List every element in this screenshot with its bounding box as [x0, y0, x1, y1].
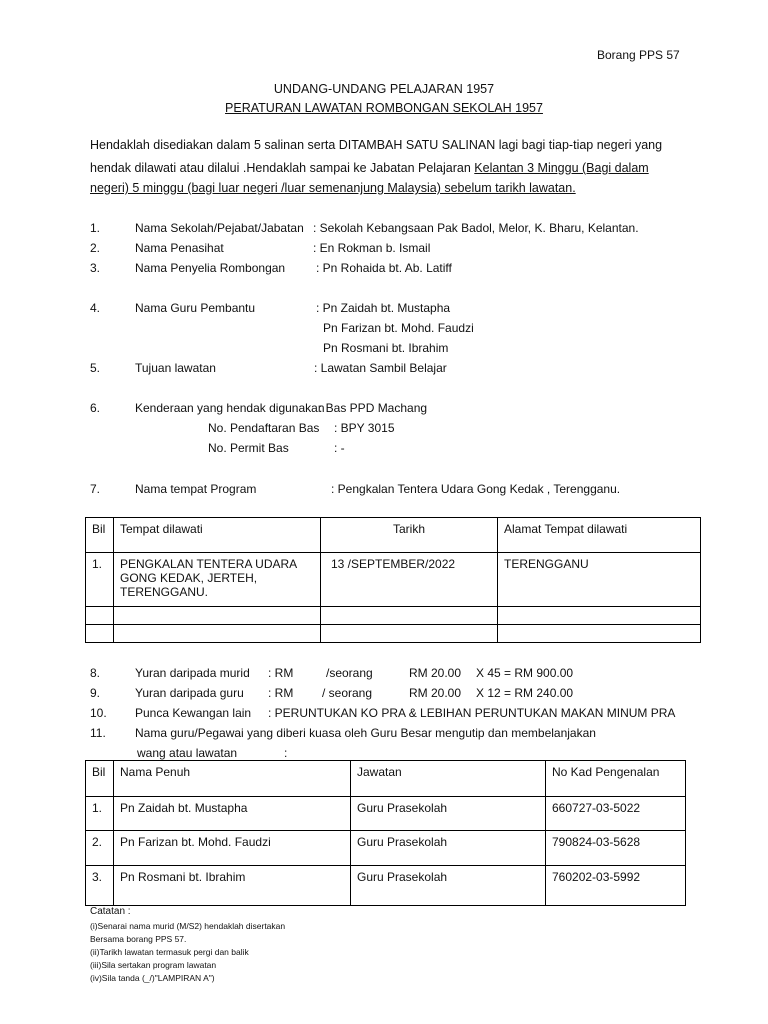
note-line-5: (iv)Sila tanda (_/)"LAMPIRAN A") — [90, 973, 215, 983]
cell-ic: 760202-03-5992 — [546, 866, 686, 906]
item-11-colon: : — [284, 746, 288, 760]
header-nama: Nama Penuh — [114, 761, 351, 797]
note-line-2: Bersama borang PPS 57. — [90, 934, 187, 944]
item-5-label: Tujuan lawatan — [135, 361, 216, 375]
item-5-number: 5. — [90, 361, 101, 375]
item-2-value: : En Rokman b. Ismail — [313, 241, 431, 255]
item-3-number: 3. — [90, 261, 101, 275]
item-9-currency: : RM — [268, 686, 294, 700]
item-8-total: X 45 = RM 900.00 — [476, 666, 574, 680]
item-5-value: : Lawatan Sambil Belajar — [314, 361, 447, 375]
item-9-label: Yuran daripada guru — [135, 686, 244, 700]
header-jawatan: Jawatan — [351, 761, 546, 797]
cell-bil: 2. — [86, 831, 114, 866]
cell-tempat-line-1: PENGKALAN TENTERA UDARA — [120, 557, 298, 571]
item-11-label-1: Nama guru/Pegawai yang diberi kuasa oleh Guru Besar mengutip dan membelanjakan — [135, 726, 596, 740]
item-11-number: 11. — [90, 726, 106, 740]
item-4-label: Nama Guru Pembantu — [135, 301, 256, 315]
item-3-value: : Pn Rohaida bt. Ab. Latiff — [316, 261, 452, 275]
item-8-currency: : RM — [268, 666, 294, 680]
table-header-row — [86, 761, 686, 797]
intro-line-2-text: hendak dilawati atau dilalui .Hendaklah sampai ke Jabatan Pelajaran — [90, 161, 475, 175]
notes-title: Catatan : — [90, 906, 131, 917]
item-11-label-2: wang atau lawatan — [137, 746, 238, 760]
cell-ic: 790824-03-5628 — [546, 831, 686, 866]
header-tempat: Tempat dilawati — [114, 518, 321, 553]
cell-tempat-line-3: TERENGGANU. — [120, 585, 209, 599]
item-1-number: 1. — [90, 221, 101, 235]
item-8-per-person: /seorang — [326, 666, 373, 680]
cell-bil: 1. — [86, 553, 114, 607]
item-8-rate: RM 20.00 — [409, 666, 462, 680]
cell-tarikh: 13 /SEPTEMBER/2022 — [321, 553, 498, 607]
note-line-3: (ii)Tarikh lawatan termasuk pergi dan balik — [90, 947, 249, 957]
item-2-number: 2. — [90, 241, 101, 255]
cell-nama: Pn Rosmani bt. Ibrahim — [114, 866, 351, 906]
item-4-value-1: : Pn Zaidah bt. Mustapha — [316, 301, 451, 315]
item-8-number: 8. — [90, 666, 101, 680]
cell-jawatan: Guru Prasekolah — [351, 797, 546, 831]
title-regulation: PERATURAN LAWATAN ROMBONGAN SEKOLAH 1957 — [225, 101, 543, 115]
cell-tempat-line-2: GONG KEDAK, JERTEH, — [120, 571, 258, 585]
title-law: UNDANG-UNDANG PELAJARAN 1957 — [273, 82, 495, 96]
form-code: Borang PPS 57 — [597, 48, 680, 62]
cell-jawatan: Guru Prasekolah — [351, 866, 546, 906]
item-9-total: X 12 = RM 240.00 — [476, 686, 574, 700]
destination-table — [85, 517, 701, 643]
item-6-value: : Bas PPD Machang — [319, 401, 428, 415]
intro-line-1: Hendaklah disediakan dalam 5 salinan serta DITAMBAH SATU SALINAN lagi bagi tiap-tiap negeri yang — [90, 138, 663, 152]
cell-tempat — [114, 553, 321, 607]
item-10-value: : PERUNTUKAN KO PRA & LEBIHAN PERUNTUKAN MAKAN MINUM PRA — [268, 706, 676, 720]
item-9-per-person: / seorang — [322, 686, 373, 700]
item-1-value: : Sekolah Kebangsaan Pak Badol, Melor, K. Bharu, Kelantan. — [313, 221, 639, 235]
staff-table — [85, 760, 686, 906]
cell-ic: 660727-03-5022 — [546, 797, 686, 831]
table-row — [86, 831, 686, 866]
item-6-label: Kenderaan yang hendak digunakan — [135, 401, 325, 415]
item-8-label: Yuran daripada murid — [135, 666, 250, 680]
item-4-value-3: Pn Rosmani bt. Ibrahim — [323, 341, 449, 355]
table-row — [86, 866, 686, 906]
table-row — [86, 797, 686, 831]
intro-line-3: negeri) 5 minggu (bagi luar negeri /luar semenanjung Malaysia) sebelum tarikh lawatan. — [90, 181, 576, 195]
item-7-number: 7. — [90, 482, 101, 496]
cell-jawatan: Guru Prasekolah — [351, 831, 546, 866]
table-row-empty — [86, 607, 701, 625]
header-alamat: Alamat Tempat dilawati — [498, 518, 701, 553]
header-ic: No Kad Pengenalan — [546, 761, 686, 797]
header-bil: Bil — [86, 761, 114, 797]
item-4-number: 4. — [90, 301, 101, 315]
cell-bil: 3. — [86, 866, 114, 906]
item-1-label: Nama Sekolah/Pejabat/Jabatan — [135, 221, 304, 235]
item-6-permit-value: : - — [334, 441, 345, 455]
note-line-4: (iii)Sila sertakan program lawatan — [90, 960, 217, 970]
item-9-rate: RM 20.00 — [409, 686, 462, 700]
header-tarikh: Tarikh — [321, 518, 498, 553]
item-9-number: 9. — [90, 686, 101, 700]
intro-line-2-underlined: Kelantan 3 Minggu (Bagi dalam — [474, 161, 649, 175]
item-6-permit-label: No. Permit Bas — [208, 441, 289, 455]
cell-nama: Pn Zaidah bt. Mustapha — [114, 797, 351, 831]
intro-line-2 — [90, 161, 649, 175]
table-row-empty — [86, 625, 701, 643]
item-10-number: 10. — [90, 706, 107, 720]
item-6-registration-label: No. Pendaftaran Bas — [208, 421, 320, 435]
cell-alamat: TERENGGANU — [498, 553, 701, 607]
item-6-number: 6. — [90, 401, 101, 415]
cell-nama: Pn Farizan bt. Mohd. Faudzi — [114, 831, 351, 866]
item-6-registration-value: : BPY 3015 — [334, 421, 395, 435]
note-line-1: (i)Senarai nama murid (M/S2) hendaklah disertakan — [90, 921, 286, 931]
item-4-value-2: Pn Farizan bt. Mohd. Faudzi — [323, 321, 474, 335]
cell-bil: 1. — [86, 797, 114, 831]
item-7-value: : Pengkalan Tentera Udara Gong Kedak , Terengganu. — [331, 482, 621, 496]
item-7-label: Nama tempat Program — [135, 482, 257, 496]
item-3-label: Nama Penyelia Rombongan — [135, 261, 286, 275]
item-2-label: Nama Penasihat — [135, 241, 224, 255]
table-header-row — [86, 518, 701, 553]
item-10-label: Punca Kewangan lain — [135, 706, 252, 720]
header-bil: Bil — [86, 518, 114, 553]
table-row — [86, 553, 701, 607]
